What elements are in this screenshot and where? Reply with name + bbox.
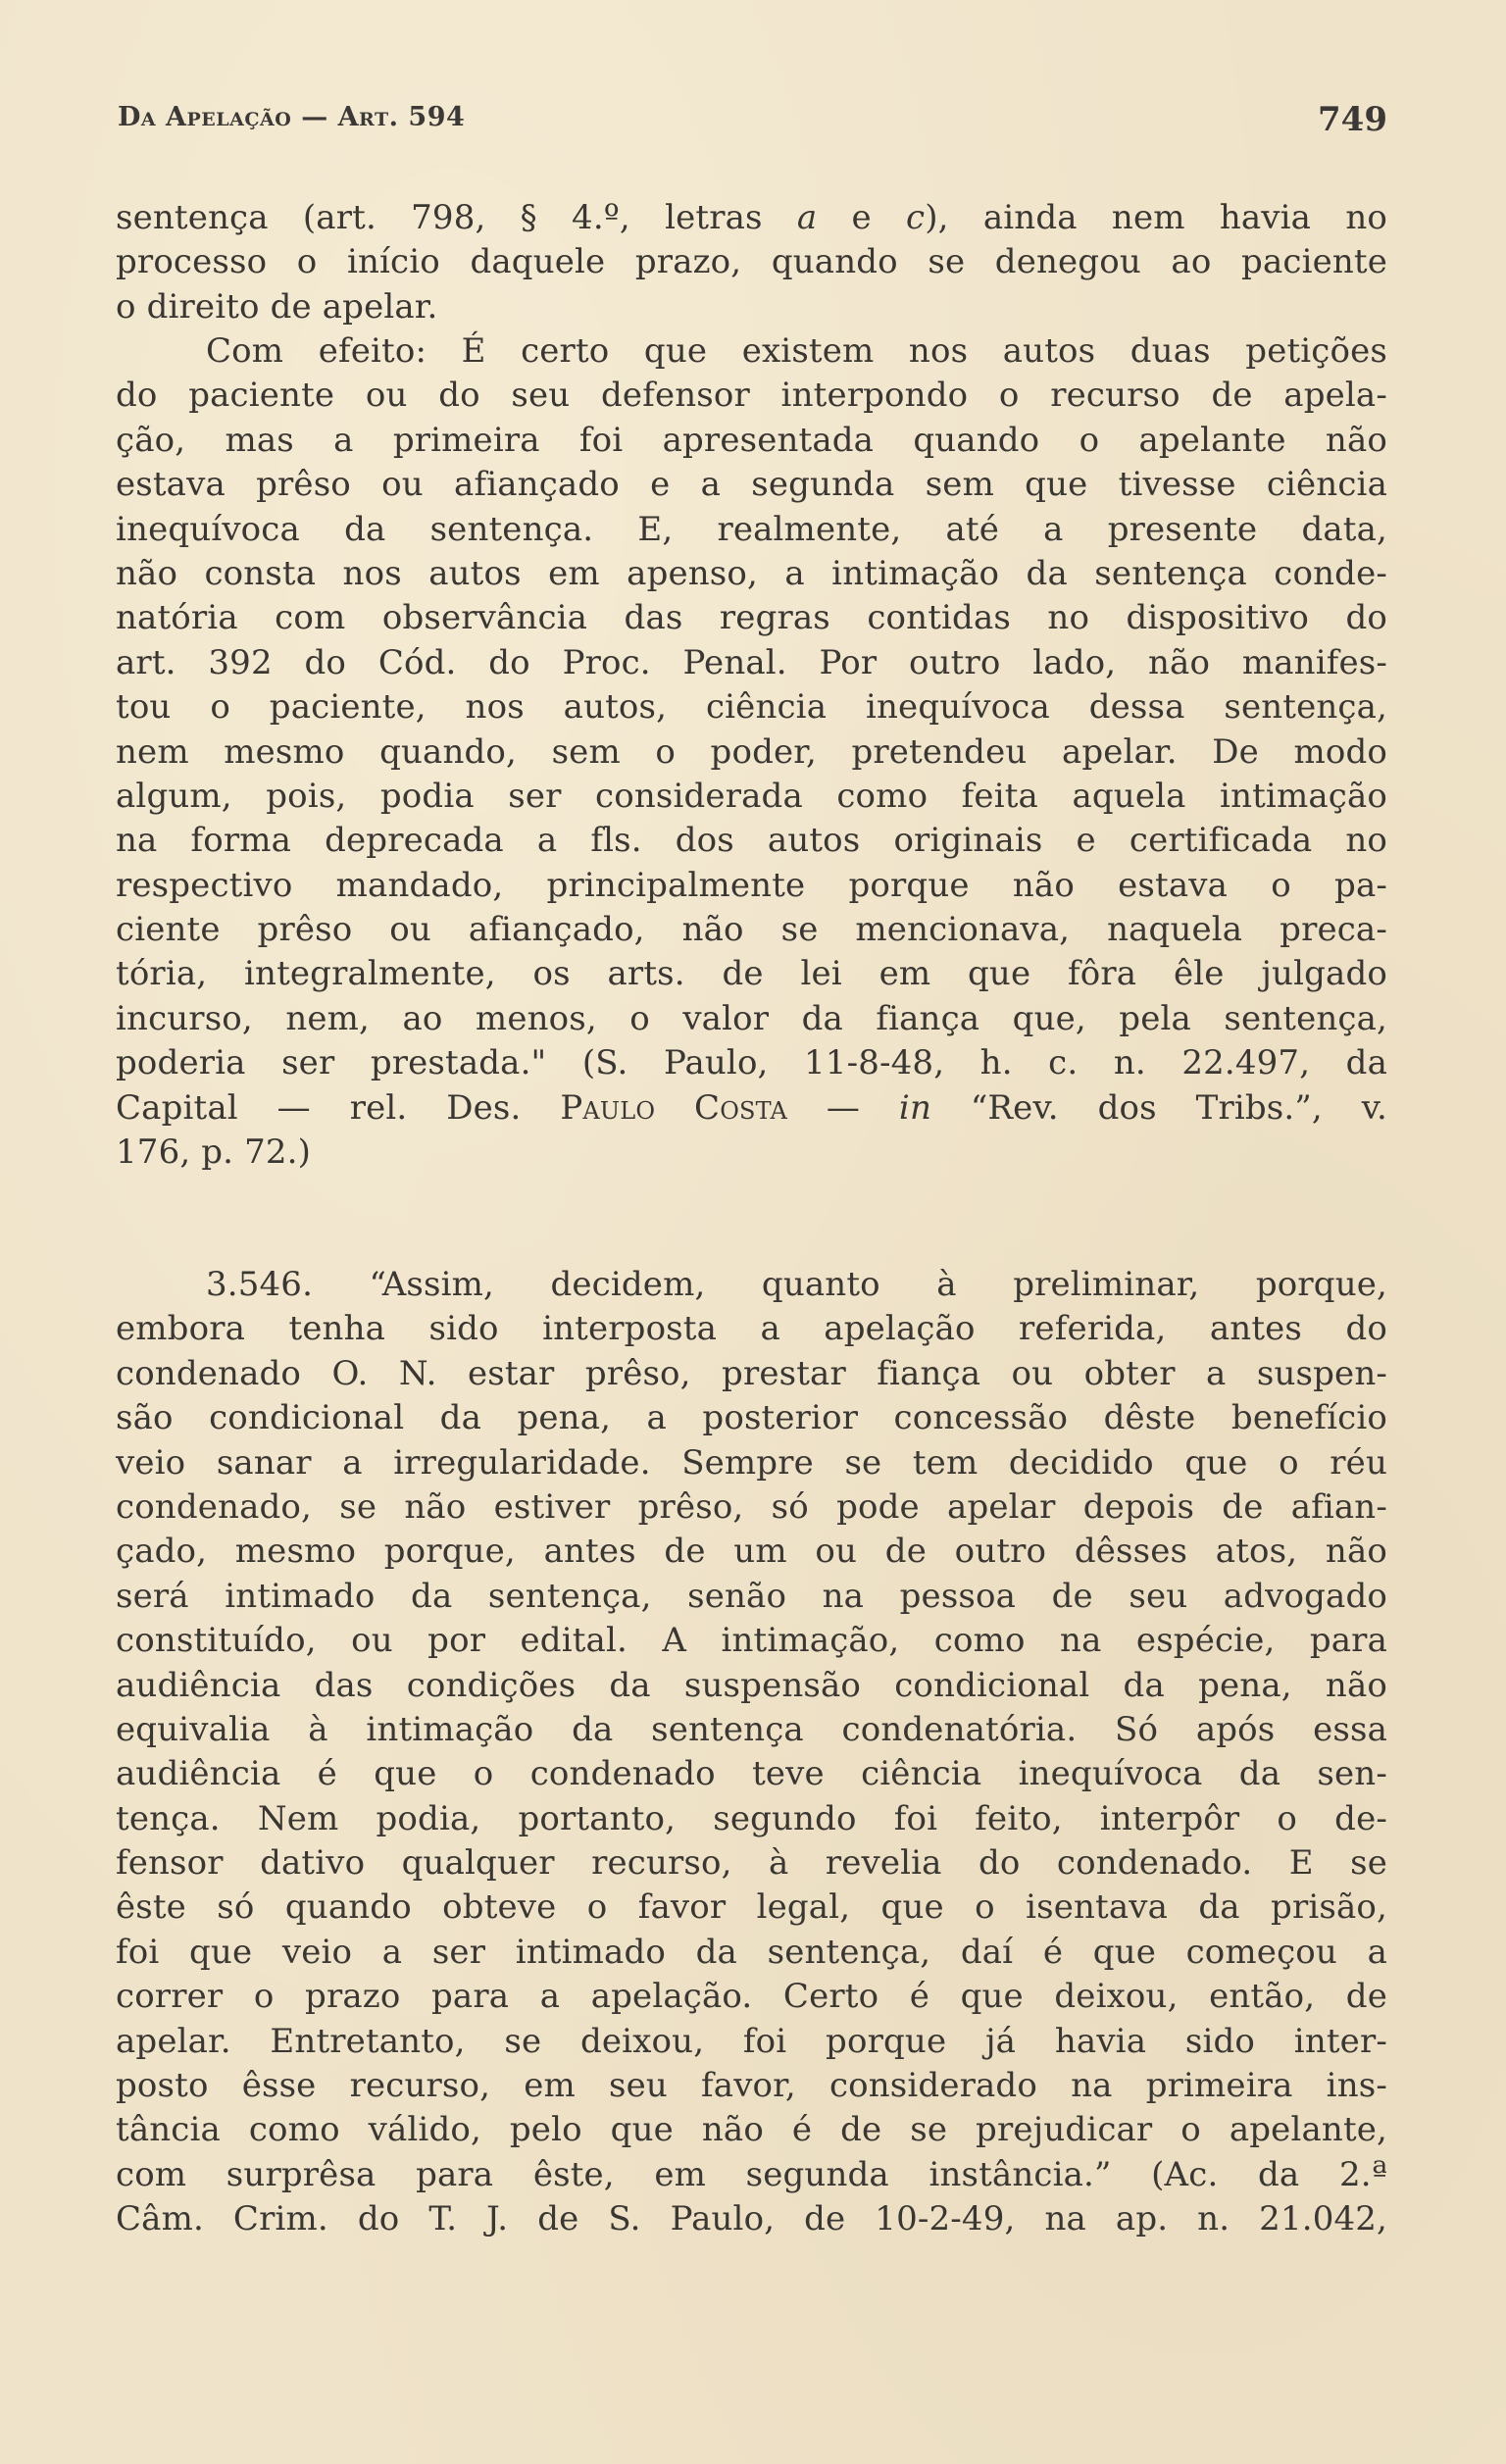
book-page — [116, 0, 1387, 2464]
text-line: êste só quando obteve o favor legal, que o isentava da prisão, — [116, 1887, 1387, 1928]
text-line: embora tenha sido interposta a apelação referida, antes do — [116, 1309, 1387, 1349]
text-line: incurso, nem, ao menos, o valor da fiança que, pela sentença, — [116, 998, 1387, 1038]
text-line: ção, mas a primeira foi apresentada quando o apelante não — [116, 420, 1387, 460]
paragraph-continuation — [116, 196, 1387, 329]
text-line: equivalia à intimação da sentença condenatória. Só após essa — [116, 1709, 1387, 1749]
text-line: audiência é que o condenado teve ciência inequívoca da sen- — [116, 1754, 1387, 1794]
text-line: tória, integralmente, os arts. de lei em que fôra êle julgado — [116, 954, 1387, 994]
text-line: poderia ser prestada." (S. Paulo, 11-8-48, h. c. n. 22.497, da — [116, 1043, 1387, 1083]
text-run: “Rev. dos Tribs.”, v. — [931, 1087, 1388, 1128]
judge-name: Paulo Costa — [560, 1087, 787, 1128]
italic-letter-c: c — [906, 198, 926, 237]
text-line: nem mesmo quando, sem o poder, pretendeu apelar. De modo — [116, 731, 1387, 772]
text-line: processo o início daquele prazo, quando se denegou ao paciente — [116, 242, 1387, 282]
text-line: natória com observância das regras contidas no dispositivo do — [116, 598, 1387, 638]
text-line: tância como válido, pelo que não é de se prejudicar o apelante, — [116, 2110, 1387, 2150]
text-run: — — [786, 1087, 899, 1128]
text-line: estava prêso ou afiançado e a segunda sem que tivesse ciência — [116, 465, 1387, 505]
text-run: sentença (art. 798, § 4.º, letras — [116, 198, 797, 237]
text-line: posto êsse recurso, em seu favor, considerado na primeira ins- — [116, 2066, 1387, 2106]
text-line: o direito de apelar. — [116, 286, 438, 327]
text-line — [116, 196, 1387, 240]
text-line: correr o prazo para a apelação. Certo é que deixou, então, de — [116, 1977, 1387, 2017]
text-line: 3.546. “Assim, decidem, quanto à preliminar, porque, — [206, 1265, 1387, 1304]
text-line: na forma deprecada a fls. dos autos originais e certificada no — [116, 821, 1387, 861]
text-line: inequívoca da sentença. E, realmente, até a presente data, — [116, 509, 1387, 549]
text-line: apelar. Entretanto, se deixou, foi porque já havia sido inter- — [116, 2021, 1387, 2061]
italic-letter-a: a — [796, 198, 818, 237]
text-line: constituído, ou por edital. A intimação, como na espécie, para — [116, 1621, 1387, 1661]
text-line: veio sanar a irregularidade. Sempre se tem decidido que o réu — [116, 1442, 1387, 1483]
page-number: 749 — [1318, 100, 1387, 139]
text-line: tou o paciente, nos autos, ciência inequívoca dessa sentença, — [116, 687, 1387, 728]
paragraph-com-efeito — [116, 329, 1387, 1175]
citation-line — [116, 1086, 1387, 1131]
text-line: respectivo mandado, principalmente porque não estava o pa- — [116, 865, 1387, 905]
text-line: fensor dativo qualquer recurso, à revelia do condenado. E se — [116, 1843, 1387, 1884]
text-line: tença. Nem podia, portanto, segundo foi feito, interpôr o de- — [116, 1798, 1387, 1838]
text-run: Capital — rel. Des. — [116, 1087, 561, 1128]
text-run: ), ainda nem havia no — [925, 198, 1387, 237]
text-line: çado, mesmo porque, antes de um ou de outro dêsses atos, não — [116, 1532, 1387, 1572]
text-line: ciente prêso ou afiançado, não se mencionava, naquela preca- — [116, 910, 1387, 950]
running-head — [116, 98, 1387, 137]
text-line: Com efeito: É certo que existem nos autos duas petições — [206, 331, 1387, 371]
text-line: condenado O. N. estar prêso, prestar fiança ou obter a suspen- — [116, 1353, 1387, 1393]
text-line: foi que veio a ser intimado da sentença, daí é que começou a — [116, 1932, 1387, 1972]
paragraph-3546 — [116, 1263, 1387, 2242]
text-line: com surprêsa para êste, em segunda instância.” (Ac. da 2.ª — [116, 2154, 1387, 2194]
text-line: Câm. Crim. do T. J. de S. Paulo, de 10-2-49, na ap. n. 21.042, — [116, 2199, 1387, 2239]
italic-in: in — [898, 1087, 931, 1128]
text-line: não consta nos autos em apenso, a intimação da sentença conde- — [116, 553, 1387, 593]
text-line: será intimado da sentença, senão na pessoa de seu advogado — [116, 1576, 1387, 1616]
text-line: são condicional da pena, a posterior concessão dêste benefício — [116, 1398, 1387, 1438]
text-line: art. 392 do Cód. do Proc. Penal. Por outro lado, não manifes- — [116, 642, 1387, 682]
text-run: e — [817, 198, 907, 237]
citation-line: 176, p. 72.) — [116, 1132, 312, 1173]
running-title: Da Apelação — Art. 594 — [118, 102, 466, 132]
text-line: do paciente ou do seu defensor interpondo o recurso de apela- — [116, 376, 1387, 416]
text-line: condenado, se não estiver prêso, só pode apelar depois de afian- — [116, 1486, 1387, 1527]
text-line: audiência das condições da suspensão condicional da pena, não — [116, 1665, 1387, 1705]
text-line: algum, pois, podia ser considerada como feita aquela intimação — [116, 776, 1387, 816]
